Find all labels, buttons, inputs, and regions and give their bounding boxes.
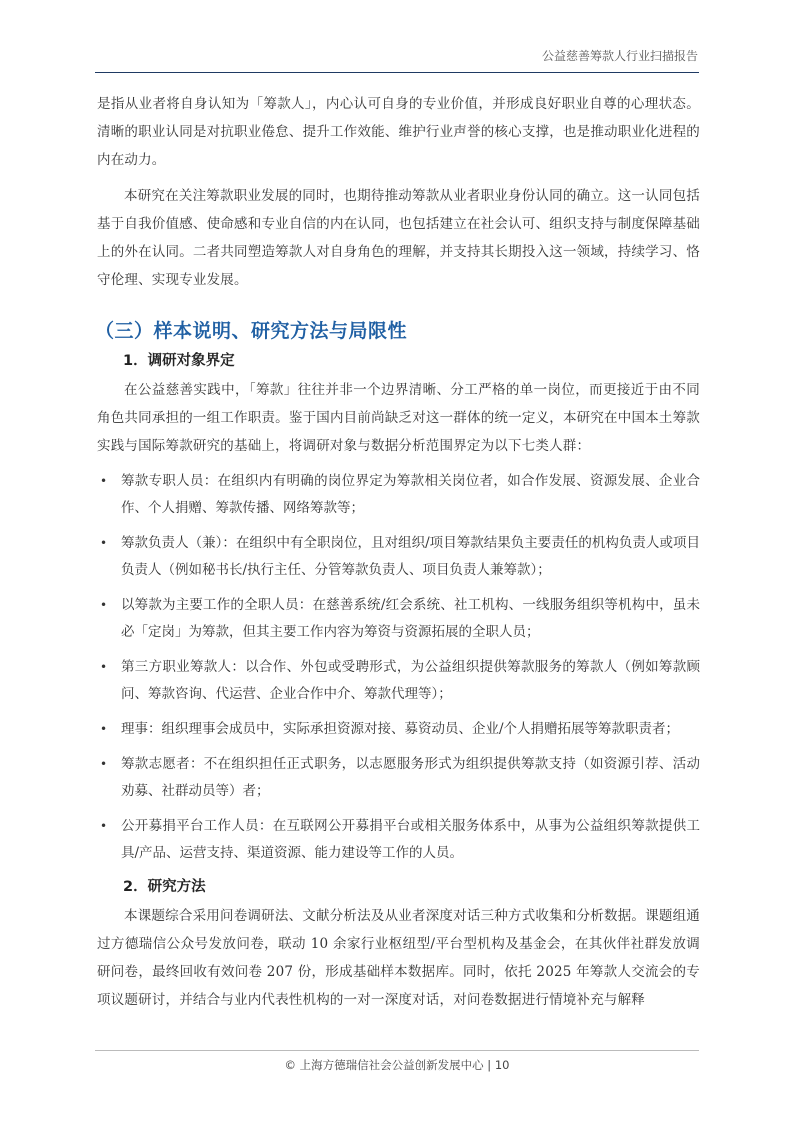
- page-content: [97, 90, 700, 1022]
- list-item: [97, 716, 700, 743]
- footer-text: © 上海方德瑞信社会公益创新发展中心 | 10: [284, 1058, 510, 1072]
- list-item-text: 公开募捐平台工作人员：在互联网公开募捐平台或相关服务体系中，从事为公益组织筹款提供工具/产品、运营支持、渠道资源、能力建设等工作的人员。: [121, 818, 700, 861]
- bullet-icon: •: [100, 722, 108, 736]
- list-item: [97, 530, 700, 584]
- list-item: [97, 468, 700, 522]
- list-item: [97, 813, 700, 867]
- paragraph-methods: 本课题综合采用问卷调研法、文献分析法及从业者深度对话三种方式收集和分析数据。课题组通过方德瑞信公众号发放问卷，联动 10 余家行业枢纽型/平台型机构及基金会，在其伙伴社群发放调研问卷，最终回收有效问卷 207 份，形成基础样本数据库。同时，依托 2025 年筹款人交流会的专项议题研讨，并结合与业内代表性机构的一对一深度对话，对问卷数据进行情境补充与解释: [97, 908, 700, 1008]
- bullet-icon: •: [100, 819, 108, 833]
- subsection-heading-methods: 2．研究方法: [123, 879, 206, 895]
- list-item-text: 筹款专职人员：在组织内有明确的岗位界定为筹款相关岗位者，如合作发展、资源发展、企业合作、个人捐赠、筹款传播、网络筹款等；: [121, 473, 700, 516]
- footer-divider: [95, 1050, 699, 1051]
- bullet-icon: •: [100, 474, 108, 488]
- paragraph-identity-research: 本研究在关注筹款职业发展的同时，也期待推动筹款从业者职业身份认同的确立。这一认同包括基于自我价值感、使命感和专业自信的内在认同，也包括建立在社会认可、组织支持与制度保障基础上的外在认同。二者共同塑造筹款人对自身角色的理解，并支持其长期投入这一领域，持续学习、恪守伦理、实现专业发展。: [97, 188, 700, 288]
- list-item: [97, 592, 700, 646]
- list-item-text: 筹款负责人（兼）：在组织中有全职岗位，且对组织/项目筹款结果负主要责任的机构负责人或项目负责人（例如秘书长/执行主任、分管筹款负责人、项目负责人兼筹款）；: [121, 535, 700, 578]
- header-divider: [95, 72, 699, 73]
- list-item-text: 筹款志愿者：不在组织担任正式职务，以志愿服务形式为组织提供筹款支持（如资源引荐、活动劝募、社群动员等）者；: [121, 756, 700, 799]
- paragraph-subjects-intro: 在公益慈善实践中，「筹款」往往并非一个边界清晰、分工严格的单一岗位，而更接近于由不同角色共同承担的一组工作职责。鉴于国内目前尚缺乏对这一群体的统一定义，本研究在中国本土筹款实践与国际筹款研究的基础上，将调研对象与数据分析范围界定为以下七类人群：: [97, 382, 700, 454]
- list-item-text: 第三方职业筹款人：以合作、外包或受聘形式，为公益组织提供筹款服务的筹款人（例如筹款顾问、筹款咨询、代运营、企业合作中介、筹款代理等）；: [121, 659, 700, 702]
- subsection-heading-subjects: 1．调研对象界定: [123, 353, 235, 369]
- list-item-text: 理事：组织理事会成员中，实际承担资源对接、募资动员、企业/个人捐赠拓展等筹款职责者；: [121, 721, 680, 737]
- bullet-icon: •: [100, 598, 108, 612]
- paragraph-identity-definition: 是指从业者将自身认知为「筹款人」，内心认可自身的专业价值，并形成良好职业自尊的心理状态。清晰的职业认同是对抗职业倦怠、提升工作效能、维护行业声誉的核心支撑，也是推动职业化进程的内在动力。: [97, 96, 700, 168]
- bullet-icon: •: [100, 536, 108, 550]
- section-heading: （三）样本说明、研究方法与局限性: [95, 320, 408, 342]
- list-item: [97, 751, 700, 805]
- bullet-icon: •: [100, 660, 108, 674]
- header-title: 公益慈善筹款人行业扫描报告: [541, 49, 698, 63]
- subject-category-list: [97, 468, 700, 867]
- bullet-icon: •: [100, 757, 108, 771]
- list-item: [97, 654, 700, 708]
- list-item-text: 以筹款为主要工作的全职人员：在慈善系统/红会系统、社工机构、一线服务组织等机构中，虽未必「定岗」为筹款，但其主要工作内容为筹资与资源拓展的全职人员；: [121, 597, 700, 640]
